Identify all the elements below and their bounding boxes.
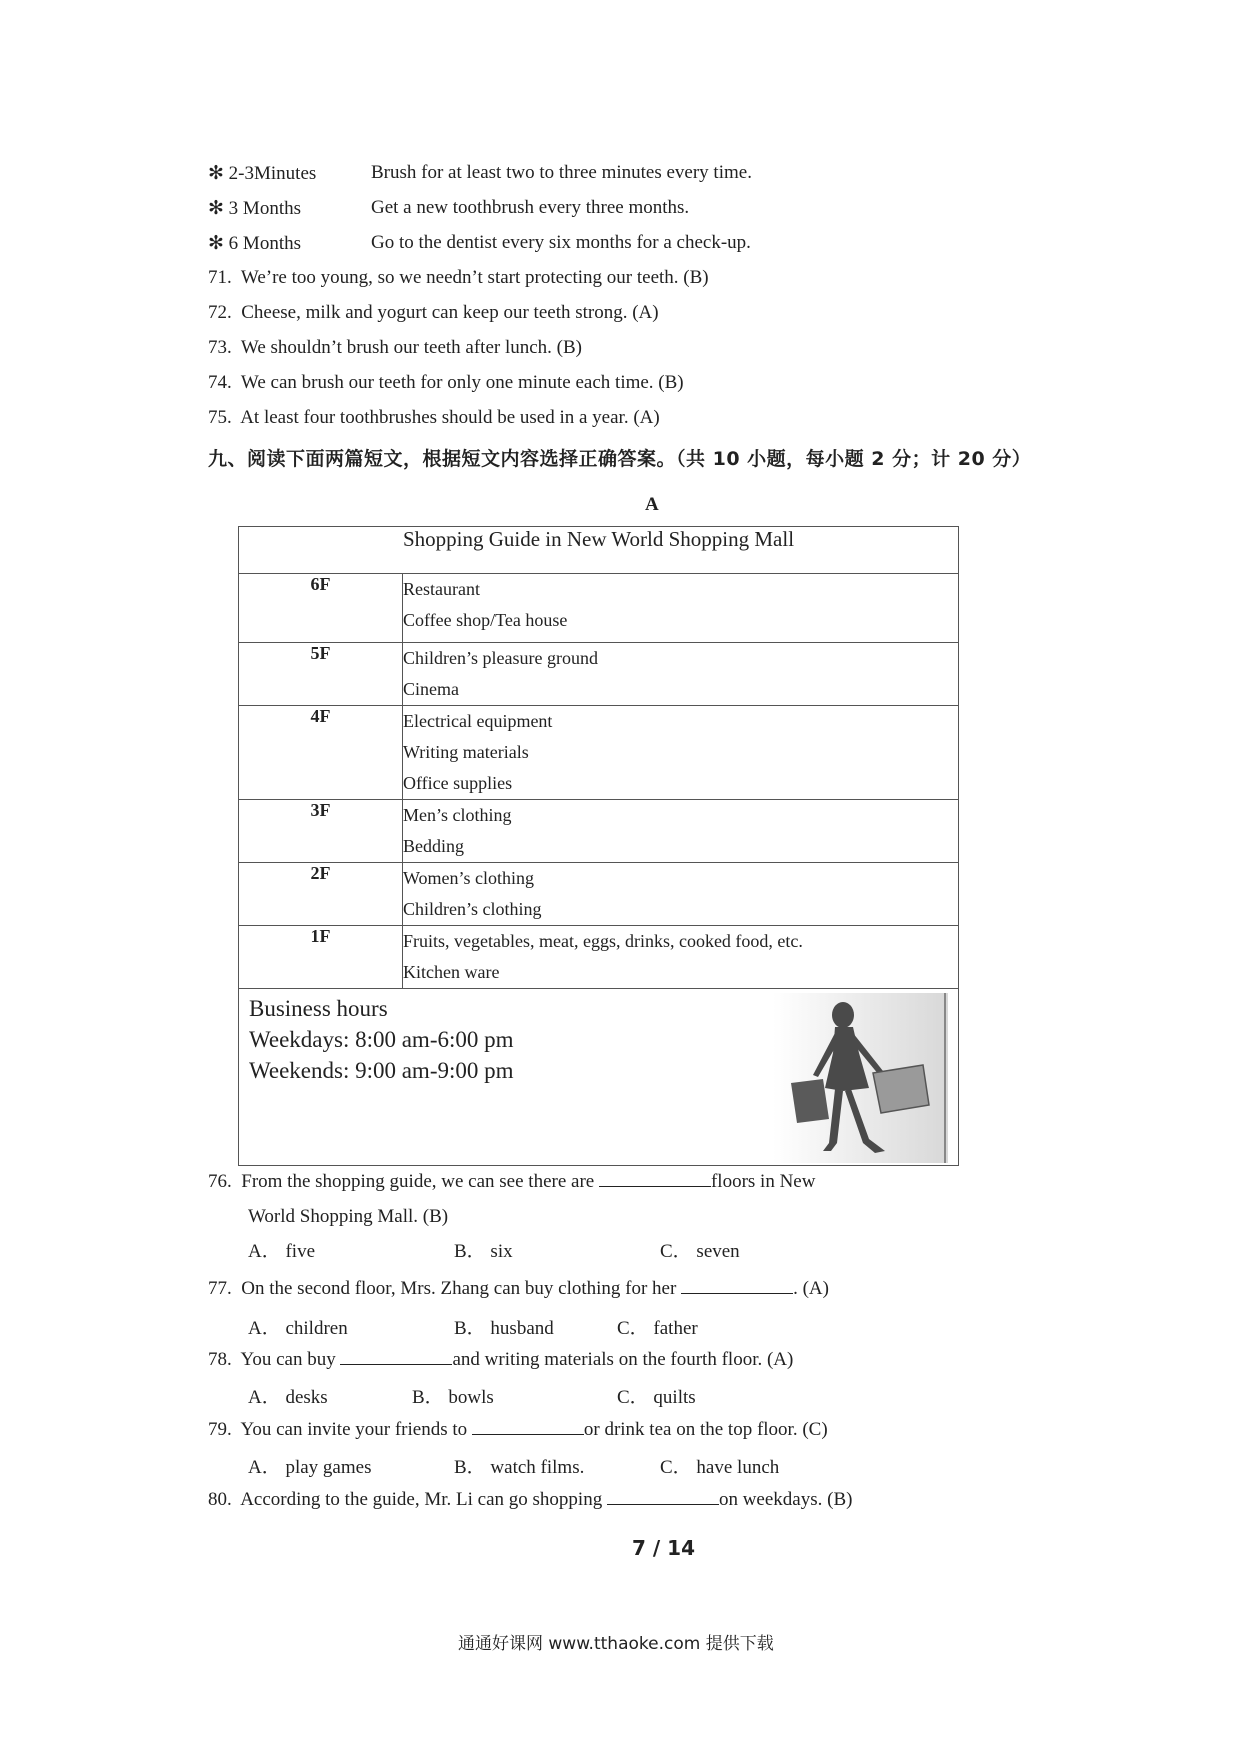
item-text: We can brush our teeth for only one minute each time. (B) xyxy=(240,372,684,393)
option-c[interactable]: C． have lunch xyxy=(660,1457,780,1478)
judgment-item xyxy=(208,302,659,324)
hours-row xyxy=(239,989,959,1166)
floor-item: Kitchen ware xyxy=(403,962,500,982)
floor-label: 5F xyxy=(239,643,403,706)
answer-blank[interactable] xyxy=(607,1486,719,1505)
passage-label: A xyxy=(645,494,659,515)
tip-line xyxy=(208,197,908,221)
question-number: 76. xyxy=(208,1171,232,1192)
question-text-after: . (A) xyxy=(793,1278,829,1299)
item-text: We shouldn’t brush our teeth after lunch. (B) xyxy=(240,337,583,358)
floor-items xyxy=(403,706,959,800)
question-text-before: From the shopping guide, we can see there are xyxy=(241,1171,599,1192)
floor-item: Cinema xyxy=(403,679,459,699)
question-text-before: According to the guide, Mr. Li can go shopping xyxy=(240,1489,607,1510)
option-b[interactable]: B． watch films. xyxy=(454,1457,585,1478)
question-79 xyxy=(208,1416,828,1441)
table-row xyxy=(239,643,959,706)
judgment-item xyxy=(208,372,684,394)
table-row xyxy=(239,706,959,800)
question-number: 80. xyxy=(208,1489,232,1510)
tip-key: ✻ 2-3Minutes xyxy=(208,163,317,184)
tip-desc: Go to the dentist every six months for a check-up. xyxy=(371,232,751,253)
tip-key: ✻ 3 Months xyxy=(208,198,301,219)
item-text: Cheese, milk and yogurt can keep our teeth strong. (A) xyxy=(241,302,659,323)
floor-item: Coffee shop/Tea house xyxy=(403,610,568,630)
option-a[interactable]: A． children xyxy=(248,1318,348,1339)
item-text: At least four toothbrushes should be used in a year. (A) xyxy=(240,407,660,428)
item-number: 71. xyxy=(208,267,232,288)
judgment-item xyxy=(208,407,660,429)
tip-line xyxy=(208,162,908,186)
floor-items xyxy=(403,574,959,643)
floor-label: 1F xyxy=(239,926,403,989)
question-number: 79. xyxy=(208,1419,232,1440)
question-text-after: on weekdays. (B) xyxy=(718,1489,853,1510)
table-row xyxy=(239,574,959,643)
option-c[interactable]: C． quilts xyxy=(617,1387,696,1408)
question-76-line2: World Shopping Mall. (B) xyxy=(248,1206,449,1227)
floor-items xyxy=(403,800,959,863)
answer-blank[interactable] xyxy=(472,1416,584,1435)
question-number: 78. xyxy=(208,1349,232,1370)
question-text-before: On the second floor, Mrs. Zhang can buy clothing for her xyxy=(241,1278,682,1299)
floor-item: Women’s clothing xyxy=(403,868,535,888)
floor-item: Restaurant xyxy=(403,579,480,599)
option-c[interactable]: C． seven xyxy=(660,1241,740,1262)
section-heading: 九、阅读下面两篇短文，根据短文内容选择正确答案。（共 10 小题，每小题 2 分；计 20 分） xyxy=(208,448,1032,470)
tip-key: ✻ 6 Months xyxy=(208,233,301,254)
floor-label: 2F xyxy=(239,863,403,926)
question-text-before: You can buy xyxy=(240,1349,341,1370)
weekend-hours: Weekends: 9:00 am-9:00 pm xyxy=(249,1058,514,1083)
shopping-guide-table xyxy=(238,526,959,1166)
floor-item: Writing materials xyxy=(403,742,529,762)
option-a[interactable]: A． five xyxy=(248,1241,316,1262)
item-number: 72. xyxy=(208,302,232,323)
floor-item: Children’s pleasure ground xyxy=(403,648,598,668)
answer-blank[interactable] xyxy=(340,1346,452,1365)
judgment-item xyxy=(208,267,709,289)
tip-desc: Brush for at least two to three minutes every time. xyxy=(371,162,752,183)
floor-item: Fruits, vegetables, meat, eggs, drinks, cooked food, etc. xyxy=(403,931,803,951)
floor-label: 4F xyxy=(239,706,403,800)
question-text-after: or drink tea on the top floor. (C) xyxy=(583,1419,828,1440)
floor-item: Electrical equipment xyxy=(403,711,553,731)
floor-item: Children’s clothing xyxy=(403,899,542,919)
tip-desc: Get a new toothbrush every three months. xyxy=(371,197,690,218)
table-title: Shopping Guide in New World Shopping Mall xyxy=(239,527,959,574)
option-c[interactable]: C． father xyxy=(617,1318,698,1339)
floor-items xyxy=(403,863,959,926)
question-77 xyxy=(208,1275,829,1300)
question-78 xyxy=(208,1346,793,1371)
option-b[interactable]: B． bowls xyxy=(412,1387,494,1408)
table-row xyxy=(239,800,959,863)
floor-items xyxy=(403,926,959,989)
option-a[interactable]: A． play games xyxy=(248,1457,372,1478)
floor-items xyxy=(403,643,959,706)
table-row xyxy=(239,926,959,989)
table-title-row xyxy=(239,527,959,574)
answer-blank[interactable] xyxy=(681,1275,793,1294)
table-row xyxy=(239,863,959,926)
option-b[interactable]: B． six xyxy=(454,1241,513,1262)
floor-item: Office supplies xyxy=(403,773,513,793)
option-a[interactable]: A． desks xyxy=(248,1387,328,1408)
item-number: 73. xyxy=(208,337,232,358)
question-number: 77. xyxy=(208,1278,232,1299)
item-text: We’re too young, so we needn’t start protecting our teeth. (B) xyxy=(240,267,709,288)
tip-line xyxy=(208,232,908,256)
floor-label: 6F xyxy=(239,574,403,643)
weekday-hours: Weekdays: 8:00 am-6:00 pm xyxy=(249,1027,514,1052)
floor-item: Bedding xyxy=(403,836,464,856)
question-text-before: You can invite your friends to xyxy=(240,1419,472,1440)
hours-heading: Business hours xyxy=(249,996,388,1021)
page-number: 7 / 14 xyxy=(632,1536,695,1560)
item-number: 75. xyxy=(208,407,232,428)
option-b[interactable]: B． husband xyxy=(454,1318,554,1339)
question-text-after: floors in New xyxy=(710,1171,816,1192)
business-hours xyxy=(249,993,514,1086)
judgment-item xyxy=(208,337,582,359)
question-80 xyxy=(208,1486,852,1511)
business-hours-cell xyxy=(239,989,959,1166)
question-text-after: and writing materials on the fourth floor. (A) xyxy=(452,1349,794,1370)
footer-source: 通通好课网 www.tthaoke.com 提供下载 xyxy=(458,1634,774,1654)
question-76 xyxy=(208,1168,815,1193)
shopper-silhouette-icon xyxy=(773,993,948,1163)
answer-blank[interactable] xyxy=(599,1168,711,1187)
floor-label: 3F xyxy=(239,800,403,863)
floor-item: Men’s clothing xyxy=(403,805,512,825)
item-number: 74. xyxy=(208,372,232,393)
